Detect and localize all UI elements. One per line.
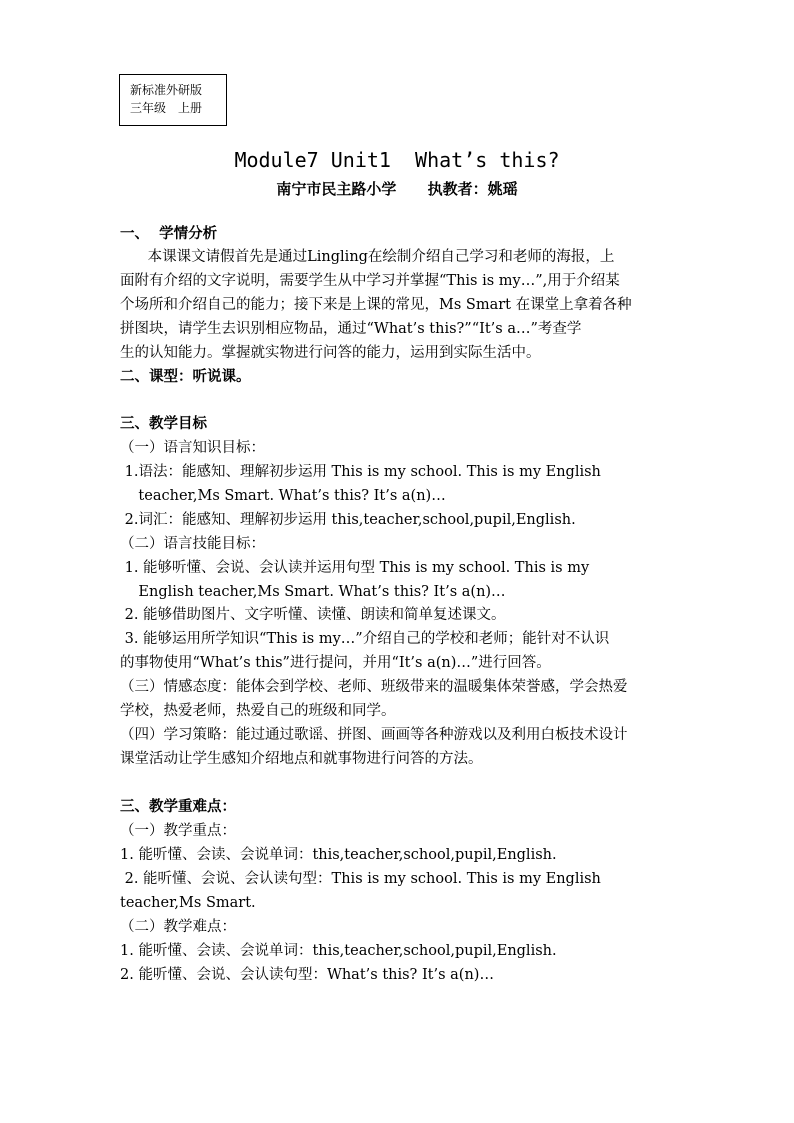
key-point-line: 1. 能听懂、会读、会说单词：this,teacher,school,pupil,English. (120, 943, 557, 959)
key-point-line: 2. 能听懂、会说、会认读句型：This is my school. This is my English (120, 871, 601, 887)
section-heading-lesson-type: 二、课型：听说课。 (120, 368, 251, 385)
objective-line: 课堂活动让学生感知介绍地点和就事物进行问答的方法。 (120, 751, 483, 767)
objective-line: 的事物使用“What’s this”进行提问，并用“It’s a(n)…”进行回答。 (120, 655, 551, 671)
objective-line: 1.语法：能感知、理解初步运用 This is my school. This is my English (120, 464, 601, 480)
section-heading-objectives: 三、教学目标 (120, 415, 207, 432)
objective-line: 2. 能够借助图片、文字听懂、读懂、朗读和简单复述课文。 (120, 607, 506, 623)
objective-line: 学校，热爱老师，热爱自己的班级和同学。 (120, 703, 396, 719)
section-heading-key-points: 三、教学重难点： (120, 798, 236, 815)
paragraph-line: 生的认知能力。掌握就实物进行问答的能力，运用到实际生活中。 (120, 345, 541, 361)
key-point-line: （二）教学难点： (120, 919, 236, 935)
grade-label: 三年级 上册 (130, 101, 203, 115)
key-point-line: （一）教学重点： (120, 823, 236, 839)
lesson-title: Module7 Unit1 What’s this? (234, 148, 560, 172)
paragraph-line: 个场所和介绍自己的能力；接下来是上课的常见，Ms Smart 在课堂上拿着各种 (120, 297, 632, 313)
objective-line: teacher,Ms Smart. What’s this? It’s a(n)… (120, 488, 446, 504)
objective-line: 1. 能够听懂、会说、会认读并运用句型 This is my school. This is my (120, 560, 590, 576)
objective-line: 3. 能够运用所学知识“This is my…”介绍自己的学校和老师；能针对不认识 (120, 631, 610, 647)
objective-line: English teacher,Ms Smart. What’s this? It’s a(n)… (120, 584, 506, 600)
edition-label: 新标准外研版 (130, 83, 203, 97)
objective-line: （四）学习策略：能过通过歌谣、拼图、画画等各种游戏以及利用白板技术设计 (120, 727, 628, 743)
key-point-line: 2. 能听懂、会说、会认读句型：What’s this? It’s a(n)… (120, 967, 494, 983)
edition-label-box (119, 74, 227, 126)
objective-line: （二）语言技能目标： (120, 536, 265, 552)
section-heading-analysis: 一、 学情分析 (120, 225, 218, 242)
objective-line: 2.词汇：能感知、理解初步运用 this,teacher,school,pupil,English. (120, 512, 576, 528)
objective-line: （一）语言知识目标： (120, 440, 265, 456)
key-point-line: 1. 能听懂、会读、会说单词：this,teacher,school,pupil,English. (120, 847, 557, 863)
key-point-line: teacher,Ms Smart. (120, 895, 256, 911)
paragraph-line: 面附有介绍的文字说明，需要学生从中学习并掌握“This is my…”,用于介绍某 (120, 273, 620, 289)
paragraph-line: 本课课文请假首先是通过Lingling在绘制介绍自己学习和老师的海报，上 (120, 249, 615, 265)
objective-line: （三）情感态度：能体会到学校、老师、班级带来的温暖集体荣誉感，学会热爱 (120, 679, 628, 695)
school-teacher-line: 南宁市民主路小学 执教者：姚瑶 (276, 180, 518, 198)
paragraph-line: 拼图块，请学生去识别相应物品，通过“What’s this?”“It’s a…”考查学 (120, 321, 582, 337)
